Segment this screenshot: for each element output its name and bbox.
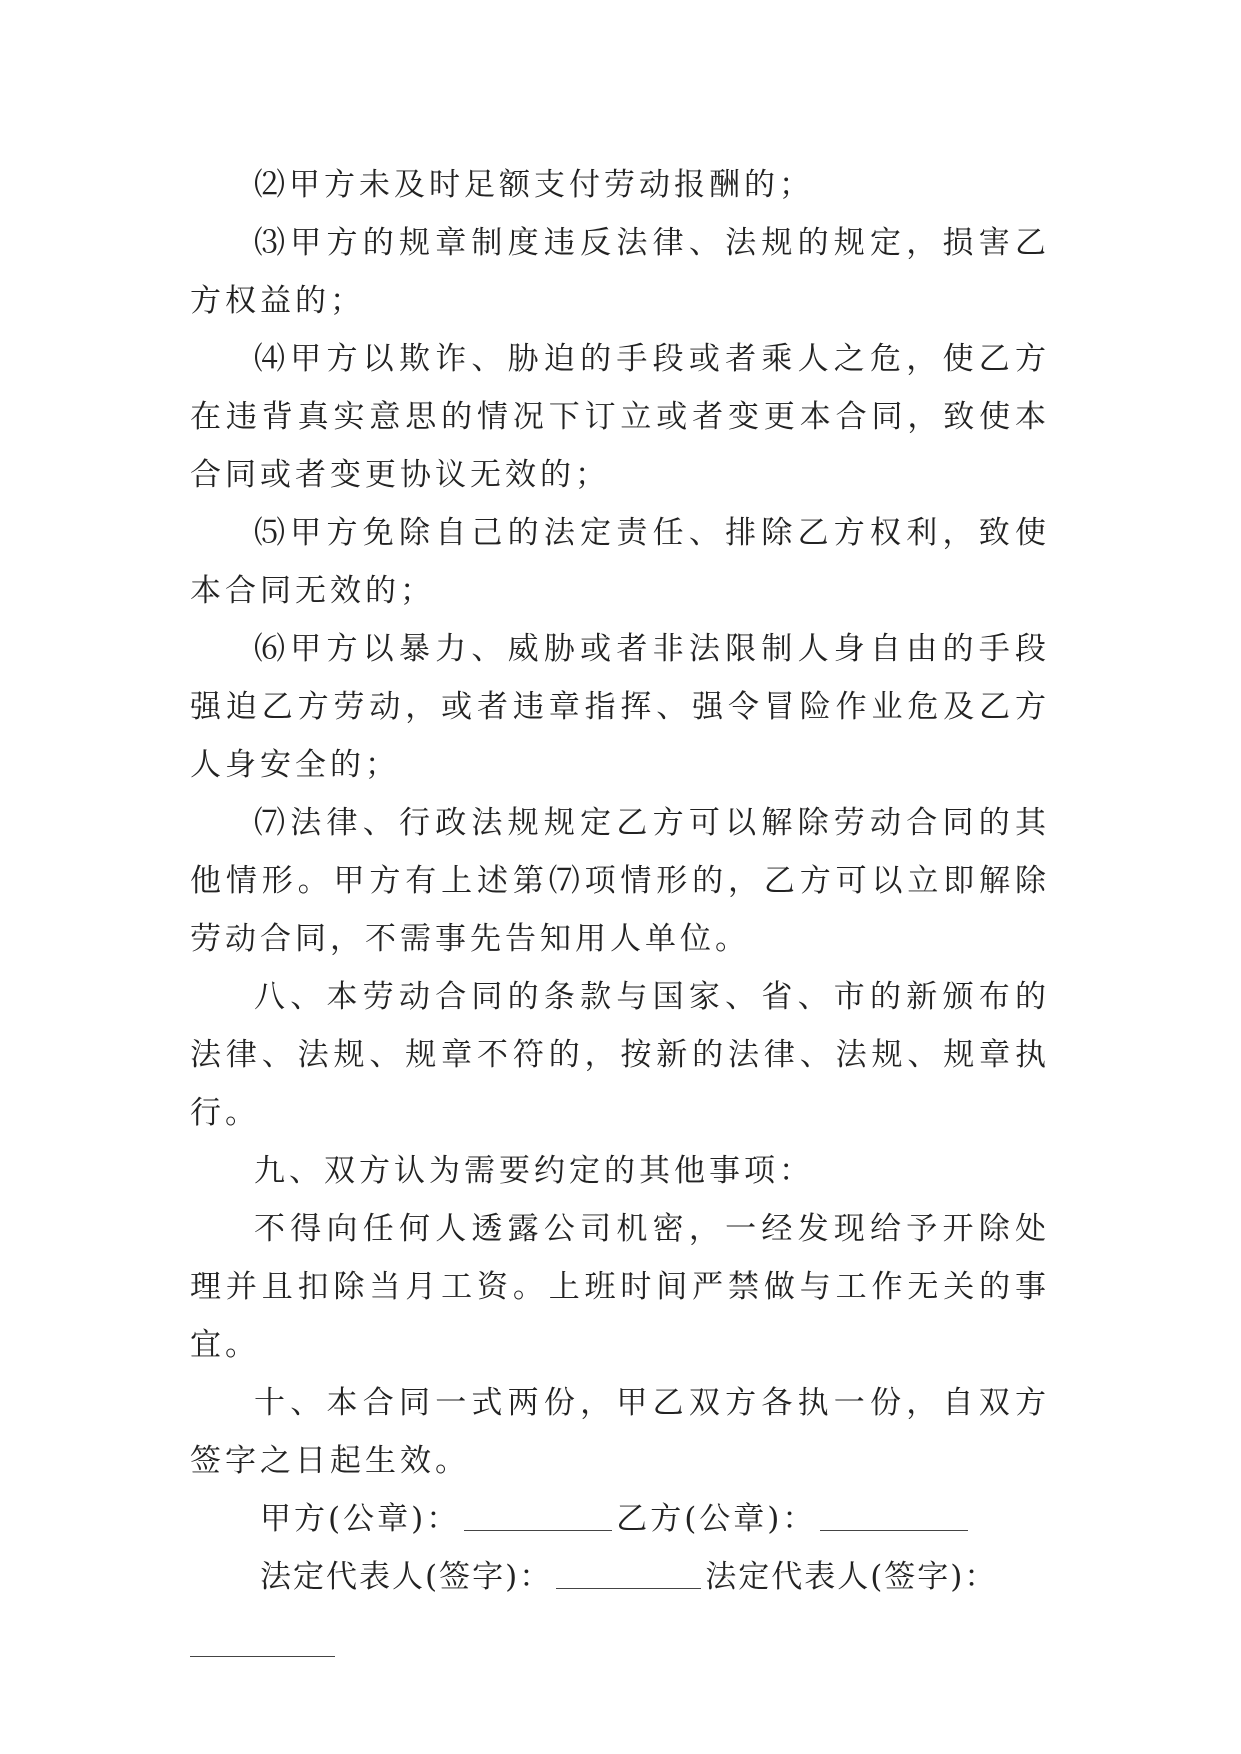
party-a-seal-label: 甲方(公章)： (260, 1501, 461, 1537)
party-b-rep-label: 法定代表人(签字)： (705, 1559, 998, 1595)
seal-line (190, 1490, 1050, 1548)
clause-5: ⑸甲方免除自己的法定责任、排除乙方权利，致使本合同无效的； (190, 515, 1050, 609)
party-a-rep-blank[interactable] (556, 1558, 701, 1589)
clause-6: ⑹甲方以暴力、威胁或者非法限制人身自由的手段强迫乙方劳动，或者违章指挥、强令冒险作业危及乙方人身安全的； (190, 631, 1050, 783)
party-b-seal-label: 乙方(公章)： (616, 1501, 817, 1537)
article-9-content: 不得向任何人透露公司机密，一经发现给予开除处理并且扣除当月工资。上班时间严禁做与工作无关的事宜。 (190, 1211, 1050, 1363)
party-b-seal-blank[interactable] (820, 1500, 968, 1531)
article-8: 八、本劳动合同的条款与国家、省、市的新颁布的法律、法规、规章不符的，按新的法律、法规、规章执行。 (190, 979, 1050, 1131)
clause-4: ⑷甲方以欺诈、胁迫的手段或者乘人之危，使乙方在违背真实意思的情况下订立或者变更本合同，致使本合同或者变更协议无效的； (190, 341, 1050, 493)
party-b-rep-blank-row (190, 1606, 1050, 1664)
article-10: 十、本合同一式两份，甲乙双方各执一份，自双方签字之日起生效。 (190, 1385, 1050, 1479)
clause-3: ⑶甲方的规章制度违反法律、法规的规定，损害乙方权益的； (190, 225, 1050, 319)
clause-7: ⑺法律、行政法规规定乙方可以解除劳动合同的其他情形。甲方有上述第⑺项情形的，乙方可以立即解除劳动合同，不需事先告知用人单位。 (190, 805, 1050, 957)
party-b-rep-blank[interactable] (190, 1626, 335, 1657)
party-a-seal-blank[interactable] (464, 1500, 612, 1531)
clause-2: ⑵甲方未及时足额支付劳动报酬的； (254, 167, 814, 203)
article-9: 九、双方认为需要约定的其他事项： (254, 1153, 814, 1189)
contract-body (190, 156, 1050, 1664)
party-a-rep-label: 法定代表人(签字)： (260, 1559, 553, 1595)
representative-line (190, 1548, 1050, 1606)
